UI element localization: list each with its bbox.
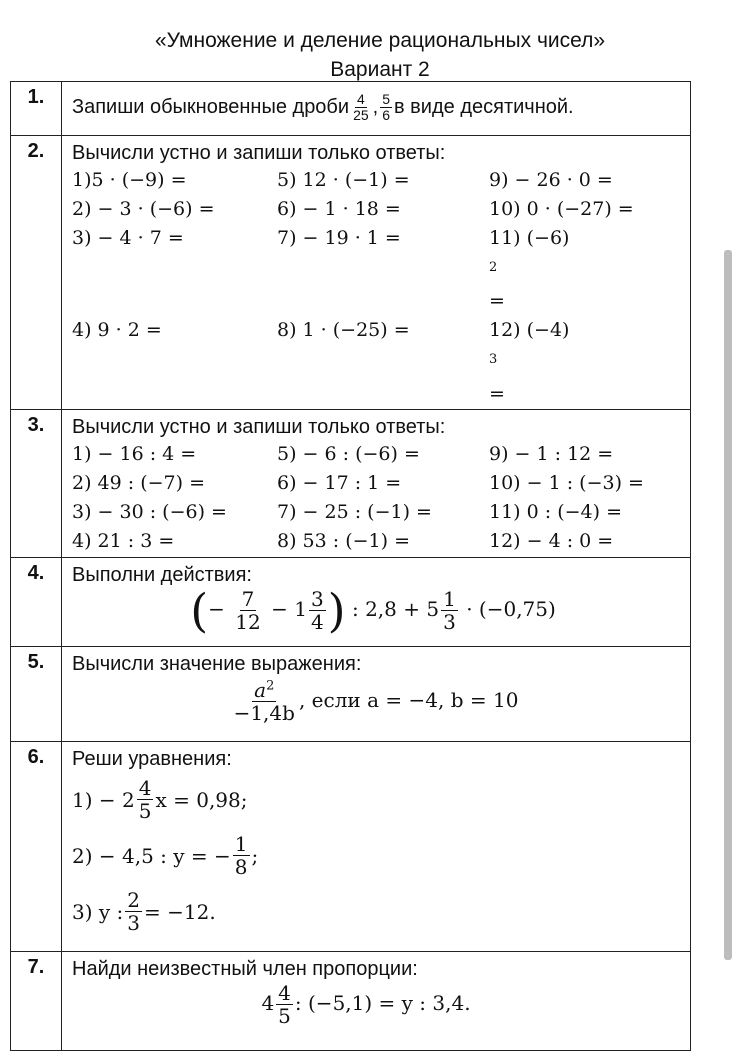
exercise-item: 10) − 1 : (−3) = [489,471,644,494]
task-row-2 [11,136,691,410]
task-text: в виде десятичной. [394,96,574,118]
task-number: 7. [11,951,62,1050]
task-instruction: Вычисли значение выражения: [72,652,362,675]
task-row-7 [11,951,691,1050]
tasks-table [10,81,691,1051]
task-number: 6. [11,741,62,951]
scrollbar[interactable] [724,250,732,960]
fraction: $\frac{2}{3}$ [127,888,141,936]
exercise-item: 10) 0 · (−27) = [489,198,634,220]
fraction: $\frac{1}{8}$ [234,832,248,880]
equation-3: 3) y : $\frac{2}{3}$ = −12. [72,888,216,936]
fraction: $\frac{a^2}{-1,4b}$ [233,677,295,725]
exercise-grid [72,440,690,556]
exercise-item: 7) − 19 · 1 = [277,227,401,249]
task-row-4 [11,557,691,646]
expression: 4 $\frac{4}{5}$ : (−5,1) = y : 3,4. [261,980,471,1028]
exercise-item: 1)5 · (−9) = [72,169,187,191]
exercise-item: 12) − 4 : 0 = [489,529,614,552]
fraction: $\frac{4}{25}$ [353,90,369,123]
task-row-1: 1. Запиши обыкновенные дроби $\frac{4}{25}$ , $\frac{5}{6}$ в виде десятичной. [11,82,691,136]
task-instruction: Вычисли устно и запиши только ответы: [72,142,446,164]
worksheet-title: «Умножение и деление рациональных чисел» [154,29,606,52]
equation-2: 2) − 4,5 : y = − $\frac{1}{8}$ ; [72,832,259,880]
fraction: $\frac{1}{3}$ [443,586,456,634]
exercise-item: 9) − 26 · 0 = [489,169,613,191]
exercise-item: 6) − 1 · 18 = [277,198,401,220]
task-number: 3. [11,409,62,557]
expression: $\frac{a^2}{-1,4b}$ , если a = −4, b = 10 [233,677,519,725]
fraction: $\frac{4}{5}$ [278,980,291,1028]
exercise-item: 5) − 6 : (−6) = [277,442,420,465]
exercise-item: 2) − 3 · (−6) = [72,198,215,220]
task-text: Запиши обыкновенные дроби [72,96,350,118]
exercise-item: 5) 12 · (−1) = [277,169,410,191]
exercise-item: 4) 9 · 2 = [72,319,162,342]
task-number: 2. [11,136,62,410]
exercise-item: 12) (−4) $^3$ = [489,319,570,405]
task-row-3 [11,409,691,557]
exercise-item: 2) 49 : (−7) = [72,471,205,494]
fraction: $\frac{3}{4}$ [310,586,324,634]
task-number: 1. [11,82,62,136]
exercise-item: 11) 0 : (−4) = [489,500,622,523]
exercise-item: 7) − 25 : (−1) = [277,500,432,523]
exercise-item: 8) 1 · (−25) = [277,319,410,342]
task-number: 4. [11,557,62,646]
exercise-item: 8) 53 : (−1) = [277,529,410,552]
exercise-item: 1) − 16 : 4 = [72,442,197,465]
exercise-item: 6) − 17 : 1 = [277,471,402,494]
exercise-item: 3) − 4 · 7 = [72,227,184,249]
expression: (− $\frac{7}{12}$ − 1 $\frac{3}{4}$ ) : 2,8 + 5 $\frac{1}{3}$ · (−0,75) [190,583,556,638]
fraction: $\frac{5}{6}$ [382,90,390,123]
task-row-6 [11,741,691,951]
task-instruction: Выполни действия: [72,563,252,586]
exercise-item: 11) (−6) $^2$ = [489,227,570,313]
variant-label: Вариант 2 [330,58,430,81]
fraction: $\frac{7}{12}$ [235,586,261,634]
exercise-item: 9) − 1 : 12 = [489,442,614,465]
task-number: 5. [11,646,62,741]
fraction: $\frac{4}{5}$ [138,776,152,824]
task-instruction: Найди неизвестный член пропорции: [72,957,418,980]
equation-1: 1) − 2 $\frac{4}{5}$ x = 0,98; [72,776,248,824]
exercise-item: 4) 21 : 3 = [72,529,175,552]
task-row-5 [11,646,691,741]
exercise-item: 3) − 30 : (−6) = [72,500,227,523]
exercise-grid [72,166,690,409]
task-instruction: Реши уравнения: [72,747,232,770]
task-instruction: Вычисли устно и запиши только ответы: [72,415,446,438]
